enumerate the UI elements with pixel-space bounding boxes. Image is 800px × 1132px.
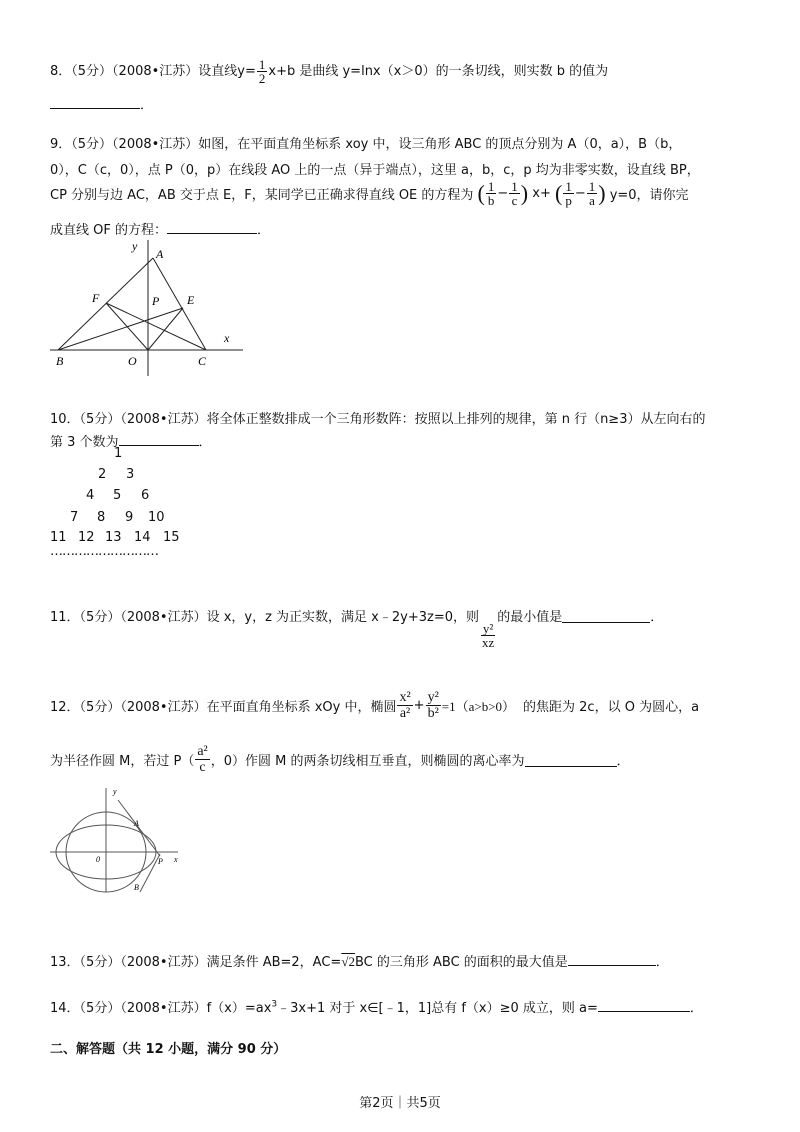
blank xyxy=(525,752,617,767)
blank xyxy=(50,94,140,109)
blank xyxy=(562,608,650,623)
label-f: F xyxy=(92,291,100,305)
ellipse-figure xyxy=(48,784,188,896)
question-14: 14．（5分）（2008•江苏）$f(x)=ax^3﹣3x+1$ 对于 x∈[﹣1，1]总有 f（x）≥0 成立，则 a= ． xyxy=(50,997,703,1016)
ellipsis: ……………………… xyxy=(50,544,158,559)
fraction: $\frac{1}{2}$ xyxy=(258,57,266,86)
cell: 10 xyxy=(148,510,165,525)
cell: 4 xyxy=(86,488,95,503)
cell: 11 xyxy=(50,530,67,545)
label-a: A xyxy=(134,819,139,828)
cell: 14 xyxy=(134,530,151,545)
label-c: C xyxy=(198,354,207,368)
cell: 7 xyxy=(70,510,79,525)
side-ac xyxy=(153,258,206,350)
cell: 8 xyxy=(97,510,106,525)
label-y: y xyxy=(113,787,117,796)
line-cp-f xyxy=(106,303,206,350)
question-10-line2: 第 3 个数为 ． xyxy=(50,431,212,450)
cell: 1 xyxy=(114,446,123,461)
question-9-line4: 成直线 OF 的方程： ． xyxy=(50,219,270,238)
question-9-line1: 9．（5分）（2008•江苏）如图，在平面直角坐标系 xoy 中，设三角形 ABC 的顶点分别为 A（0，a），B（b， xyxy=(50,137,682,152)
question-11: 11．（5分）（2008•江苏）设 x，y，z 为正实数，满足 x﹣2y+3z=0，则 $\frac{\text{y²}}{xz}$ 的最小值是 ． xyxy=(50,610,664,650)
question-10-line1: 10．（5分）（2008•江苏）将全体正整数排成一个三角形数阵：按照以上排列的规律，第 n 行（n≥3）从左向右的 xyxy=(50,412,706,427)
answer-blank-8: ． xyxy=(50,94,153,113)
label-x: x xyxy=(224,331,230,345)
label-o: 0 xyxy=(96,855,100,864)
label-x: x xyxy=(174,855,178,864)
blank xyxy=(119,431,199,446)
page-footer: 第2页｜共5页 xyxy=(359,1096,441,1111)
label-e: E xyxy=(187,293,195,307)
label-p: P xyxy=(158,857,163,866)
label-b: B xyxy=(56,354,64,368)
line-bp-e xyxy=(58,308,183,350)
cell: 13 xyxy=(105,530,122,545)
question-12-line2: 为半径作圆 M，若过 P（ $\frac{\text{a²}}{c}$ ，0）作圆 M 的两条切线相互垂直，则椭圆的离心率为 ． xyxy=(50,744,630,775)
cell: 2 xyxy=(98,467,107,482)
tangent-1 xyxy=(118,800,160,856)
label-p: P xyxy=(152,294,160,308)
triangle-figure xyxy=(48,238,258,383)
cell: 3 xyxy=(126,467,135,482)
question-8: 8．（5分）（2008•江苏）设直线y= $\frac{1}{2}$ x+b 是曲线 y=lnx（x＞0）的一条切线，则实数 b 的值为 xyxy=(50,57,609,86)
blank xyxy=(167,219,257,234)
label-b: B xyxy=(134,883,139,892)
question-9-line2: 0），C（c，0），点 P（0，p）在线段 AO 上的一点（异于端点），这里 a，b，c，p 均为非零实数，设直线 BP， xyxy=(50,163,700,178)
label-o: O xyxy=(128,354,137,368)
side-ba xyxy=(58,258,153,350)
line-of xyxy=(106,303,148,350)
cell: 9 xyxy=(125,510,134,525)
tangent-2 xyxy=(140,854,160,892)
question-13: 13．（5分）（2008•江苏）满足条件 AB=2，AC=√2BC 的三角形 ABC 的面积的最大值是 ． xyxy=(50,951,669,970)
blank xyxy=(598,997,690,1012)
question-12-line1: 12．（5分）（2008•江苏）在平面直角坐标系 xOy 中，椭圆 $\frac{\text{x²}}{\text{a²}}$ + $\frac{\text{y²}}{\text{b²}}$ =1（a>b>0） 的焦距为 2c，以 O 为圆心，a xyxy=(50,690,700,721)
cell: 12 xyxy=(78,530,95,545)
label-a: A xyxy=(156,247,164,261)
cell: 15 xyxy=(163,530,180,545)
question-9-line3: CP 分别与边 AC，AB 交于点 E，F，某同学已正确求得直线 OE 的方程为 ( $\frac{1}{b}$ − $\frac{1}{c}$ ) x+ ( $\frac{1}{p}$ − $\frac{1}{a}$ ) y=0，请你完 xyxy=(50,179,689,208)
blank xyxy=(568,951,656,966)
section-heading: 二、解答题（共 12 小题，满分 90 分） xyxy=(50,1042,287,1057)
cell: 5 xyxy=(113,488,122,503)
label-y: y xyxy=(132,239,138,253)
cell: 6 xyxy=(141,488,150,503)
